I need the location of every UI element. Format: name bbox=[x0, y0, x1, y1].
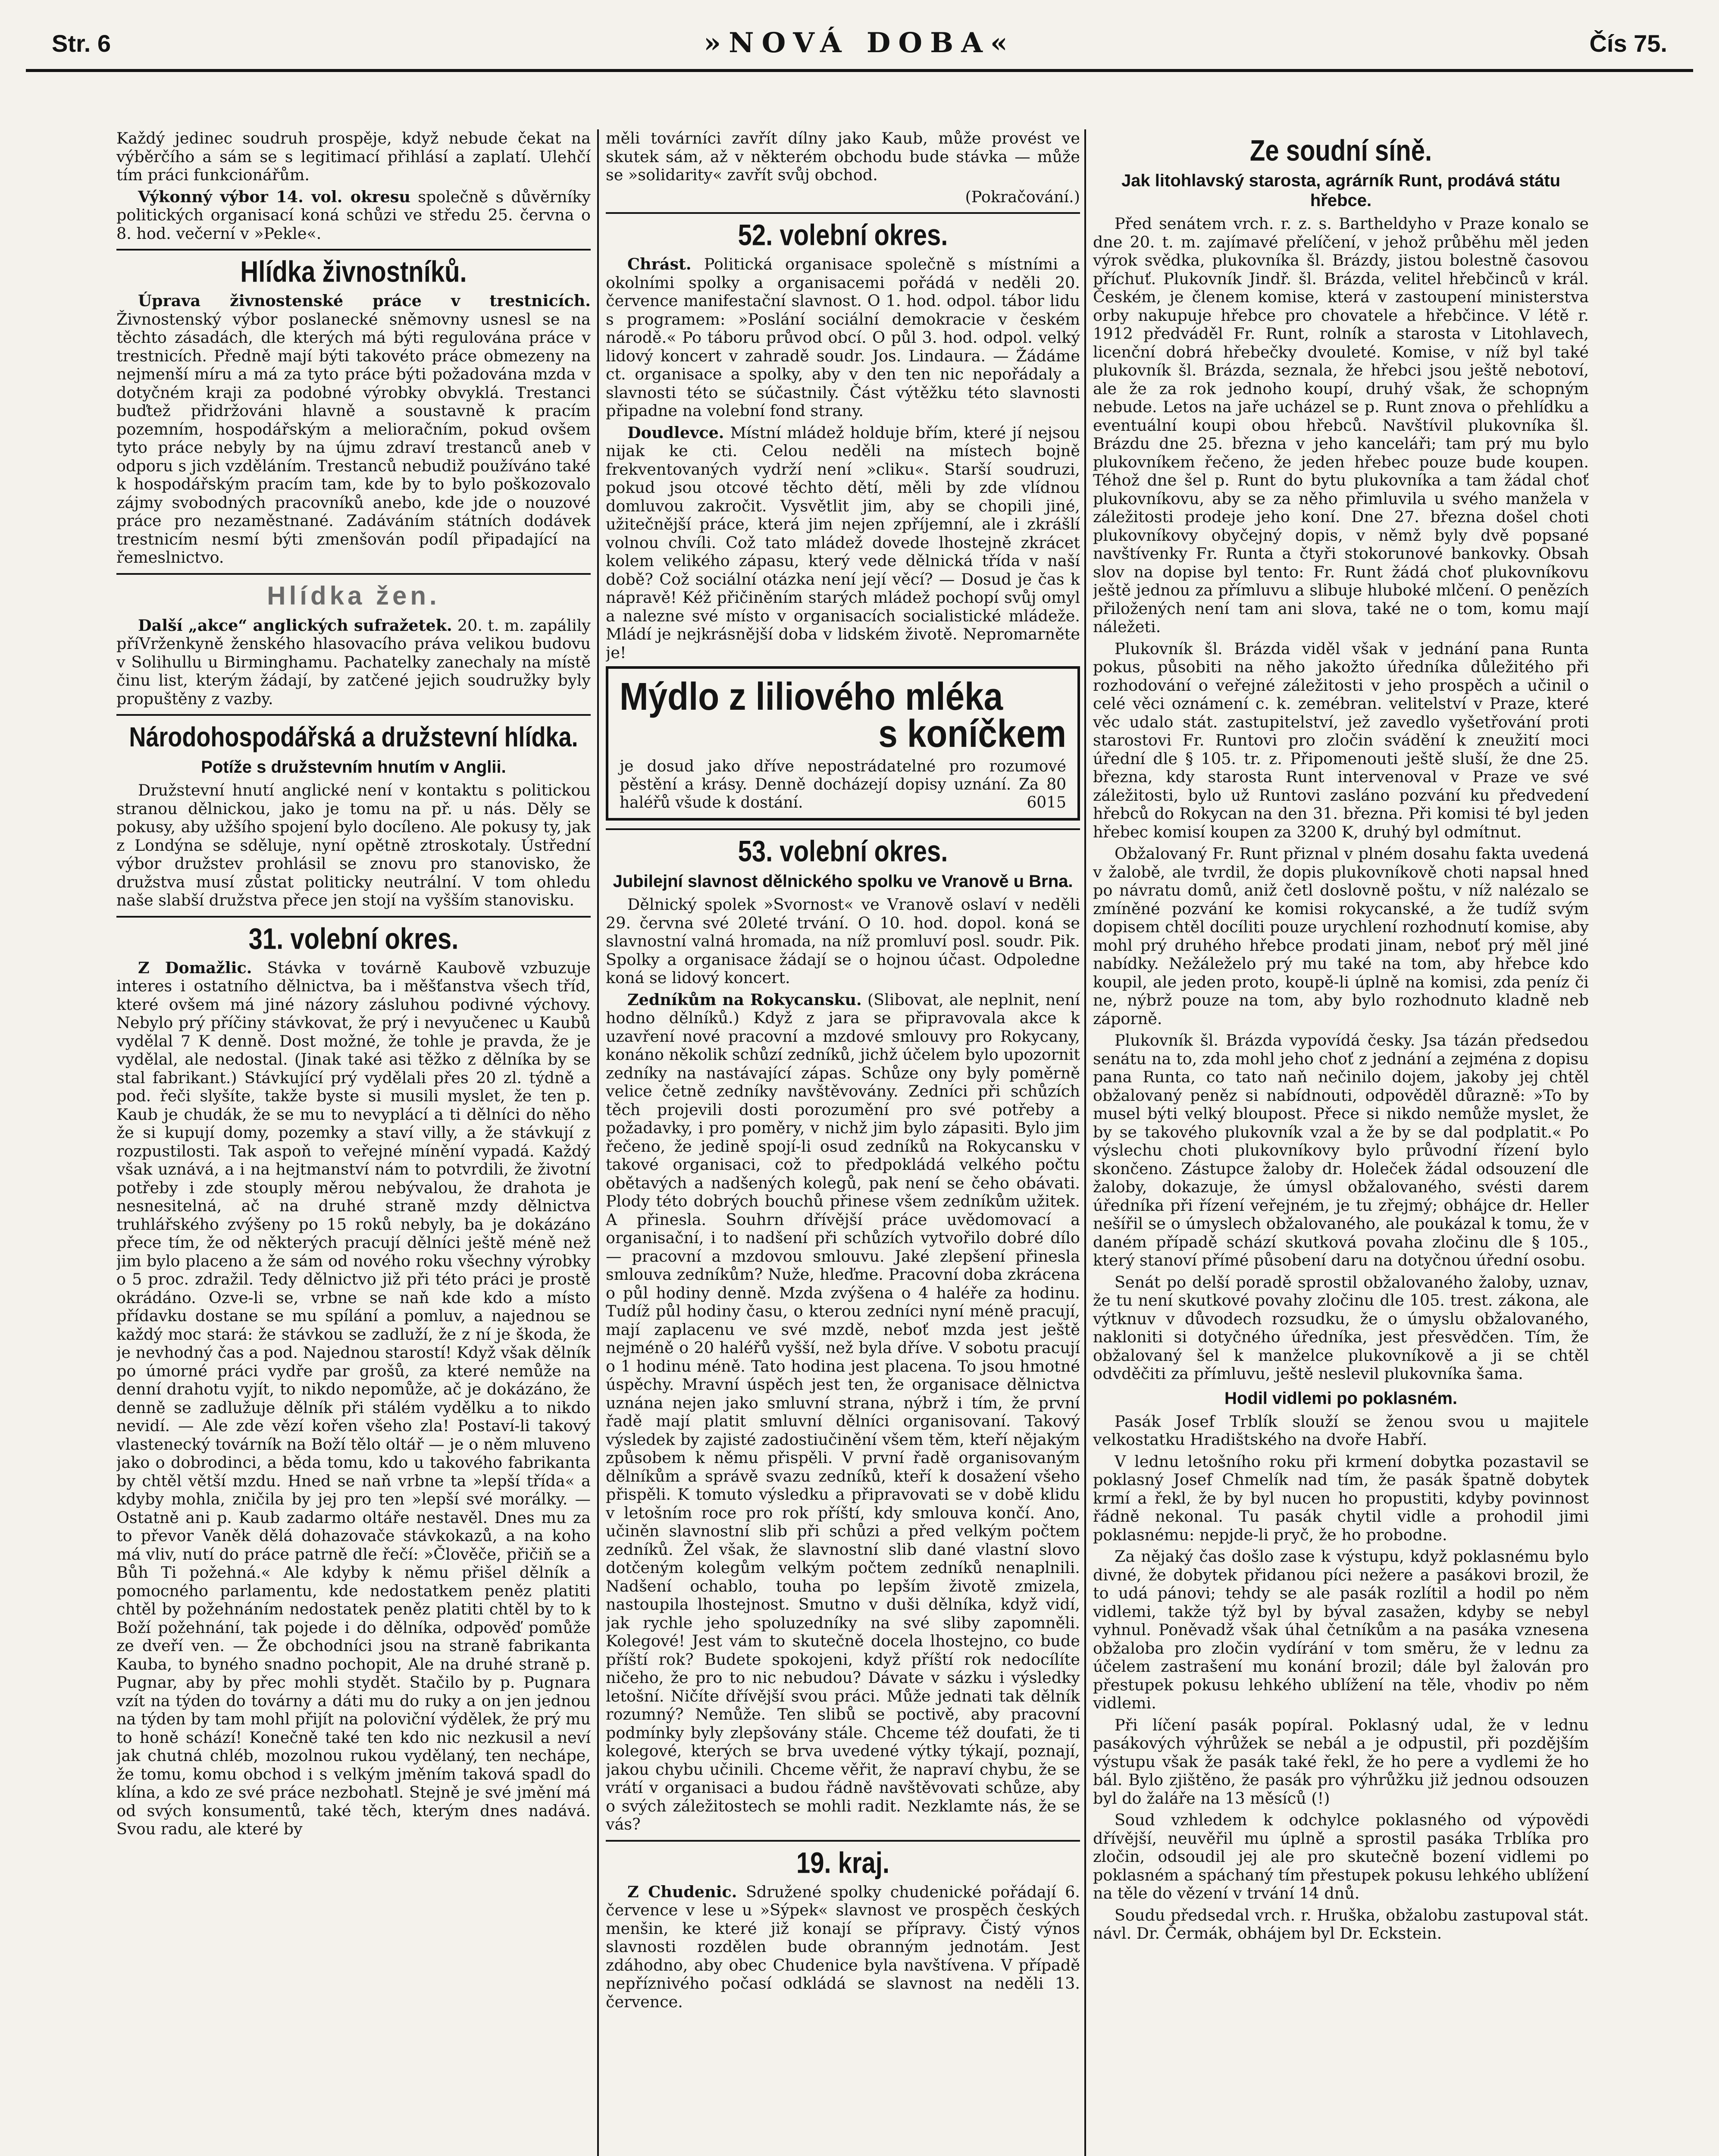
divider bbox=[606, 828, 1080, 830]
ad-number: 6015 bbox=[1027, 794, 1066, 812]
section-heading: 19. kraj. bbox=[796, 1846, 890, 1880]
paragraph: Před senátem vrch. r. z. s. Bartheldyho v Praze konalo se dne 20. t. m. zajímavé přelíčení, v jehož průběhu měl jeden výrok svědka, plukovníka šl. Brázdy, jistou bolestně časovou příchuť. Plukovník Jindř. šl. Brázda, velitel hřebčinců v král. Českém, je členem komise, která v zastoupení ministerstva orby nakupuje hřebce pro chovatele a hřebčince. V létě r. 1912 předváděl Fr. Runt, rolník a starosta v Litohlavech, licenční dobrá hřebečky dvouleté. Komise, v níž byl také plukovník šl. Brázda, seznala, že hřebci jsou ještě nebotoví, ale že za rok jednoho koupí, druhý však, že schopným nebude. Letos na jaře ucházel se p. Runt znova o přehlídku a eventuální koupi obou hřebců. Navštívil plukovníka šl. Brázdu dne 25. března v jeho kanceláři; tam prý mu bylo plukovníkem řečeno, že jeden hřebec pouze bude koupen. Téhož dne šel p. Runt do bytu plukovníka a tam žádal choť plukovníkovu, aby se za něho přimluvila u svého manžela v záležitosti prodeje jeho koní. Dne 27. března došel choti plukovníkovy obyčejný dopis, v němž byly dvě popsané navštívenky Fr. Runta a čtyři stokorunové bankovky. Obsah slov na dopise byl tento: Fr. Runt žádá choť plukovníkovu ještě jednou za přímluvu a slibuje hluboké mlčení. O penězích přiložených není tam ani slova, také ne o tom, komu mají náležeti. bbox=[1093, 214, 1589, 636]
paragraph: Senát po delší poradě sprostil obžalovaného žaloby, uznav, že tu není skutkové povahy zločinu dle 105. trest. zákona, ale výtknuv v důvodech rozsudku, že o úmyslu obžalovaného, nakloniti si dotyčného úředníka, jest přesvědčen. Tím, že obžalovaný šel k manželce plukovníkově a ji se chtěl odvděčiti za přímluvu, ještě neslevil plukovníka šama. bbox=[1093, 1272, 1589, 1383]
paragraph: Při líčení pasák popíral. Poklasný udal, že v lednu pasákových výhrůžek se nebál a je odpustil, při pozdějším výstupu však že pasák také řekl, že ho pere a vydlemi že ho bál. Bylo zjištěno, že pasák pro výhrůžku již jednou odsouzen byl do žaláře na 13 měsíců (!) bbox=[1093, 1715, 1589, 1808]
paragraph: Soudu předsedal vrch. r. Hruška, obžalobu zastupoval stát. návl. Dr. Čermák, obhájem byl Dr. Eckstein. bbox=[1093, 1905, 1589, 1943]
paragraph: Další „akce“ anglických sufražetek. 20. t. m. zapálily příVrženkyně ženského hlasovacího práva velikou budovu v Solihullu u Birminghamu. Pachatelky zanechaly na místě činu list, kterým žádají, by zatčené jejich soudružky byly propuštěny z vazby. bbox=[116, 616, 591, 708]
paragraph: Za nějaký čas došlo zase k výstupu, když poklasnému bylo divné, že dobytek přidanou píci nežere a pasákovi brozil, že to udá pánovi; tehdy se ale pasák rozlítil a hodil po něm vidlemi, takže týž byl by býval zasažen, kdyby se nebyl vyhnul. Poněvadž však úhal četníkům a na pasáka vznesena obžaloba pro zločin vydírání v tom směru, že v lednu za účelem zastrašení mu konání brozil; dále byl žalován pro přestupek pokusu lehkého ublížení na těle, vhodiv po něm vidlemi. bbox=[1093, 1547, 1589, 1712]
paragraph: Obžalovaný Fr. Runt přiznal v plném dosahu fakta uvedená v žalobě, ale tvrdil, že dopis plukovníkově choti napsal hned po návratu domů, aniž četl doslovně poštu, v níž nalézalo se zmíněné pozvání ke komisi rokycanské, a že tudíž svým dopisem chtěl docíliti pouze urychlení rozhodnutí komise, aby mohl prý druhého hřebce prodati jinam, neboť prý měl jiné nabídky. Nežáleželo prý mu také na tom, aby hřebce kdo koupil, ale jeden proto, koupě-li úplně na komisi, zda peníz či ne, nýbrž pouze na tom, aby bylo rozhodnuto kladně neb záporně. bbox=[1093, 844, 1589, 1028]
section-heading: Ze soudní síně. bbox=[1249, 134, 1432, 167]
paragraph: Plukovník šl. Brázda viděl však v jednání pana Runta pokus, působiti na něho jakožto úředníka důležitého při rozhodování o veřejné záležitosti v jeho prospěch a učinil o celé věci oznámení c. k. zemébran. velitelství v Praze, které věc udalo stát. zastupitelství, jež zavedlo vyšetřování proti starostovi Fr. Runtovi pro zločin svádění k zneužití moci úřední dle § 105. tr. z. Připomenouti ještě sluší, že dne 25. března, kdy starosta Runt intervenoval v Praze ve své záležitosti, bylo už Runtovi zasláno pozvání ku předvedení hřebců do Rokycan na den 31. března. Při komisi té byl jeden hřebec komisí koupen za 3200 K, druhý byl odmítnut. bbox=[1093, 639, 1589, 841]
paragraph: Z Chudenic. Sdružené spolky chudenické pořádají 6. července v lese u »Sýpek« slavnost ve prospěch českých menšin, ke které již konají se přípravy. Čistý výnos slavnosti rozdělen bude obranným jednotám. Jest zdáhodno, aby obec Chudenice byla navštívena. V případě nepříznivého počasí odkládá se slavnost na neděli 13. července. bbox=[606, 1882, 1080, 2011]
paragraph: Dělnický spolek »Svornost« ve Vranově oslaví v neděli 29. června své 20leté trvání. O 10. hod. dopol. koná se slavnostní valná hromada, na níž promluví posl. soudr. Pik. Spolky a organisace žádají se o hojnou účast. Odpoledne koná se lidový koncert. bbox=[606, 895, 1080, 987]
subheading: Hodil vidlemi po poklasném. bbox=[1224, 1388, 1458, 1408]
masthead bbox=[26, 17, 1693, 72]
section-heading: Hlídka žen. bbox=[267, 581, 440, 610]
lead: Výkonný výbor 14. vol. okresu bbox=[138, 187, 410, 206]
newspaper-title: »NOVÁ DOBA« bbox=[704, 27, 1015, 59]
divider bbox=[116, 573, 591, 575]
column-2 bbox=[606, 129, 1080, 2156]
paragraph: Doudlevce. Místní mládež holduje břím, které jí nejsou nijak ke cti. Celou neděli na místech bojně frekventovaných vydrží není »cliku«. Starší soudruzi, pokud jsou otcové těchto dětí, měli by zde vlídnou domluvou zakročit. Vysvětlit jim, aby se chopili jiné, užitečnější práce, která jim nejen zpříjemní, ale i zkrášlí volnou chvíli. Což tato mládež dovede lhostejně zkrácet kolem velikého zápasu, který vede dělnická třída v naší době? Což sociální otázka není její věcí? — Dosud je čas k nápravě! Kéž přičiněním starých mládež pochopí svůj omyl a nalezne své místo v organisacích socialistické mládeže. Mládí je nejkrásnější doba v lidském životě. Nepromarněte je! bbox=[606, 423, 1080, 662]
paragraph: Pasák Josef Trblík slouží se ženou svou u majitele velkostatku Hradištského na dvoře Habří. bbox=[1093, 1412, 1589, 1449]
column-divider bbox=[1084, 129, 1086, 2156]
paragraph: V lednu letošního roku při krmení dobytka pozastavil se poklasný Josef Chmelík nad tím, že pasák špatně dobytek krmí a řekl, že by byl nucen ho propustiti, kdyby povinnost řádně nekonal. Tu pasák chytil vidle a prohodil jimi poklasnému: nepjde-li pryč, že ho probodne. bbox=[1093, 1452, 1589, 1544]
divider bbox=[116, 714, 591, 716]
divider bbox=[606, 1840, 1080, 1842]
ad-text: je dosud jako dříve nepostrádatelné pro rozumové pěstění a krásy. Denně docházejí dopisy uznání. Za 80 haléřů všude k dostání. 6015 bbox=[620, 758, 1066, 812]
continuation-note: (Pokračování.) bbox=[965, 187, 1080, 206]
subheading: Jak litohlavský starosta, agrárník Runt, prodává státu hřebce. bbox=[1121, 171, 1561, 210]
paragraph: Chrást. Politická organisace společně s místními a okolními spolky a organisacemi pořádá v neděli 20. července manifestační slavnost. O 1. hod. odpol. tábor lidu s programem: »Poslání sociální demokracie v českém národě.« Po táboru průvod obcí. O půl 3. hod. odpol. velký lidový koncert v zahradě soudr. Jos. Lindaura. — Žádáme ct. organisace a spolky, aby v den ten nic nepořádaly a slavnosti této se súčastnily. Část výtěžku této slavnosti připadne na volební fond strany. bbox=[606, 255, 1080, 420]
divider bbox=[116, 249, 591, 251]
section-heading: 53. volební okres. bbox=[738, 835, 948, 868]
paragraph: Výkonný výbor 14. vol. okresu společně s důvěrníky politických organisací koná schůzi ve středu 25. června o 8. hod. večerní v »Pekle«. bbox=[116, 187, 591, 243]
section-heading: 31. volební okres. bbox=[248, 922, 459, 956]
paragraph: Plukovník šl. Brázda vypovídá česky. Jsa tázán předsedou senátu na to, zda mohl jeho choť z jednání a zejména z dopisu pana Runta, co tato naň nečinilo dojem, jakoby jej chtěl obžalovaný peněz si nabídnouti, odpověděl důrazně: »To by musel býti velký bloupost. Přece si nikdo nemůže myslet, že by se takového plukovník vzal a že by se dal podplatit.« Po výslechu choti plukovníkovy bylo průvodní řízení bylo skončeno. Zástupce žaloby dr. Holeček žádal odsouzení dle žaloby, dokazuje, že úmysl obžalovaného, svésti darem úředníka při řízení veřejném, je tu zřejmý; obhájce dr. Heller nešířil se o úmyslech obžalovaného, ale poukázal k tomu, že v daném případě schází skutková povaha zločinu dle § 105., který stanoví přímé působení daru na dotyčnou úřední osobu. bbox=[1093, 1031, 1589, 1269]
paragraph: měli továrníci zavřít dílny jako Kaub, může provést ve skutek sám, až v některém obchodu bude stávka — může se »solidarity« zavřít svůj obchod. bbox=[606, 129, 1080, 184]
subheading: Jubilejní slavnost dělnického spolku ve Vranově u Brna. bbox=[613, 872, 1073, 891]
section-heading: 52. volební okres. bbox=[738, 219, 948, 252]
lead: Z Chudenic. bbox=[627, 1882, 737, 1901]
paragraph: Družstevní hnutí anglické není v kontaktu s politickou stranou dělnickou, jako je tomu na př. u nás. Děly se pokusy, aby užšího spojení bylo docíleno. Ale pokusy ty, jak z Londýna se sděluje, nyní opětně ztroskotaly. Ústřední výbor družstev prohlásil se znovu pro stanovisko, že družstva musí zůstat politicky neutrální. V tom ohledu naše slabší družstva přece jen stojí na vyšším stanovisku. bbox=[116, 781, 591, 909]
divider bbox=[116, 916, 591, 918]
lead: Zedníkům na Rokycansku. bbox=[627, 990, 862, 1009]
paragraph: Z Domažlic. Stávka v továrně Kaubově vzbuzuje interes i ostatního dělnictva, ba i měšťanstva všech tříd, které ovšem má jiné názory zásluhou podivné výchovy. Nebylo prý příčiny stávkovat, že prý i nevyučenec u Kaubů vydělal 7 K denně. Dost možné, že tohle je pravda, že je vydělal, ale nedostal. (Jinak také asi těžko z dělníka by se stal fabrikant.) Stávkující prý vydělali přes 20 zl. týdně a pod. řeči slyšíte, takže byste si musili myslet, že ten p. Kaub je chudák, že se mu to nevyplácí a ti dělníci do něho že si kupují domy, pozemky a staví villy, a že stávkují z rozpustilosti. Tak aspoň to veřejné mínění vypadá. Každý však uznává, a i na hejtmanství nám to potvrdili, že životní potřeby i zde stouply měrou nebývalou, že drahota je nesnesitelná, ač na druhé straně mzdy dělnictva truhlářského zvýšeny po 15 roků nebyly, ba je dokázáno přece tím, že od některých pracují dělníci ještě méně než jim bylo placeno a že sám od nového roku všechny výrobky o 5 proc. zdražil. Tedy dělnictvo již při této práci je prostě okrádáno. Ozve-li se, vrbne se naň kde kdo a místo přídavku dostane se mu spílání a pomluv, a najednou se každý moc stará: že stávkou se zadluží, že z ní je škoda, že je nevhodný čas a pod. Najednou starostí! Když však dělník po úmorné práci vydře par grošů, za které nemůže na denní drahotu vyjít, to nikdo nepomůže, ač je dokázáno, že denně se zadlužuje dělník při stálém vydělku a to nikdo nevidí. — Ale zde vězí kořen všeho zla! Postaví-li takový vlastenecký továrník na Boží tělo oltář — je o něm mluveno jako o dobrodinci, a běda tomu, kdo u takového fabrikanta by chtěl větší mzdu. Hned se naň vrbne ta »lepší třída« a kdyby mohla, zničila by jej pro ten »lepší své morálky. — Ostatně ani p. Kaub zadarmo oltáře nestavěl. Dnes mu za to převor Vaněk dělá dohazovače stávkokazů, a na koho má vliv, nutí do práce patrně dle řečí: »Člověče, přičiň se a Bůh Ti požehná.« Ale kdyby k němu přišel dělník a pomocného parlamentu, kde nedostatkem peněz platiti chtěl by požehnáním nedostatek peněz platiti chtěl by to k Boží požehnání, tak pojede i do dělníka, odpověď pomůže ze dveří ven. — Že obchodníci jsou na straně fabrikanta Kauba, to byného snadno pochopit, Ale na druhé straně p. Pugnar, aby by přec mohli stydět. Stačilo by p. Pugnara vzít na týden do továrny a dáti mu do ruky a on jen jednou na týden by tam mohl přijít na poloviční výdělek, že prý mu to honě schází! Konečně také ten kdo nic nezkusil a neví jak chutná chléb, mozolnou rukou vydělaný, ten nechápe, že tomu, komu obchod i s velkým jměním taková spadl do klína, a kdo ze své práce nezbohatl. Stejně je své jmění má od svých konsumentů, také těch, kterým dnes nadává. Svou radu, ale které by bbox=[116, 958, 591, 1838]
ad-title: s koníčkem bbox=[878, 712, 1066, 755]
lead: Chrást. bbox=[627, 255, 692, 273]
column-divider bbox=[597, 129, 599, 2156]
divider bbox=[606, 212, 1080, 214]
subheading: Potíže s družstevním hnutím v Anglii. bbox=[201, 758, 506, 777]
paragraph: Každý jedinec soudruh prospěje, když nebude čekat na výběrčího a sám se s legitimací přihlásí a zaplatí. Ulehčí tím práci funkcionářům. bbox=[116, 129, 591, 184]
column-1 bbox=[116, 129, 591, 2156]
lead: Další „akce“ anglických sufražetek. bbox=[138, 616, 452, 635]
column-3 bbox=[1093, 129, 1589, 2156]
section-heading: Hlídka živnostníků. bbox=[240, 255, 467, 288]
lead: Z Domažlic. bbox=[138, 958, 252, 977]
paragraph: Úprava živnostenské práce v trestnicích. Živnostenský výbor poslanecké sněmovny usnesl se na těchto zásadách, dle kterých má býti regulována práce v trestnicích. Předně mají býti takovéto práce obmezeny na nejmenší míru a má za tyto práce býti požadována mzda v dotyčném kraji za podobné výrobky obvyklá. Trestanci buďtež přidržováni hlavně a soustavně k pracím pozemním, hospodářským a melioračním, pokud ovšem tyto práce nebyly by na újmu zdraví trestanců aneb v odporu s jich vzděláním. Trestanců nebudiž používáno také k hospodářským pracím tam, kde by to bylo poškozovalo zájmy svobodných pracovníků anebo, kde jde o nouzové práce pro nezaměstnané. Zadáváním státních dodávek trestnicím nesmí býti zmenšován podíl připadající na řemeslnictvo. bbox=[116, 291, 591, 567]
paragraph: Zedníkům na Rokycansku. (Slibovat, ale neplnit, není hodno dělníků.) Když z jara se připravovala akce k uzavření nové pracovní a mzdové smlouvy pro Rokycany, konáno několik schůzí zedníků, jichž účelem bylo upozornit zedníky na nastávající zápas. Schůze ony byly poměrně velice četně zedníky navštěvovány. Zedníci při schůzích těch projevili dosti porozumění pro své potřeby a požadavky, i pro poměry, v nichž jim bylo zápasiti. Bylo jim řečeno, že jedině spojí-li osud zedníků na Rokycansku v takové organisaci, což to předpokládá velkého počtu obětavých a nadšených kolegů, pak není se čeho obávati. Plody této dobrých bouchů přinese všem zedníkům užitek. A přinesla. Souhrn dřívější práce uvědomovací a organisační, i to nadšení při schůzích vytvořilo dobré dílo — pracovní a mzdovou smlouvu. Jaké zlepšení přinesla smlouva zedníkům? Nuže, hleďme. Pracovní doba zkrácena o půl hodiny denně. Mzda zvýšena o 4 haléře za hodinu. Tudíž půl hodiny času, o kterou zedníci nyní méně pracují, mají zaplacenu ve své mzdě, neboť mzda jest ještě nejméně o 20 haléřů vyšší, než byla dříve. V sobotu pracují o 1 hodinu méně. Tato hodina jest placena. To jsou hmotné úspěchy. Mravní úspěch jest ten, že organisace dělnictva uznána nejen jako smluvní strana, nýbrž i tím, že první řadě mají platit smluvní dělníci organisovaní. Takový výsledek by zajisté zadostiučinění všem těm, kteří nějakým způsobem k němu přispěli. V první řadě organisovaným dělníkům a správě svazu zedníků, kteří k dosažení všeho přispěli. K tomuto výsledku a připravovati se v době klidu v letošním roce pro rok příští, kdy smlouva končí. Ano, učiněn slavnostní slib při schůzi a před velkým počtem zedníků. Žel však, že slavnostní slib dané vlastní slovo dotčeným kolegům velkým počtem zedníků nenaplnili. Nadšení ochablo, touha po lepším životě zmizela, nastoupila lhostejnost. Smutno v duši dělníka, když vidí, jak rychle jeho spoluzedníky na své sliby zapomněli. Kolegové! Jest vám to skutečně docela lhostejno, co bude příští rok? Budete spokojeni, když příští rok nedocílíte ničeho, že pro to nic nebudou? Dávate v sázku i výsledky letošní. Ničíte dřívější svou práci. Může jednati tak dělník rozumný? Nemůže. Ten slibů se poctivě, aby pracovní podmínky byly zlepšovány stále. Chceme též doufati, že ti kolegové, kterých se brva uvedené výtky týkají, poznají, jakou chybu učinili. Chceme věřit, že napraví chybu, že se vrátí v organisaci a budou řádně navštěvovati schůze, aby o svých záležitostech se mohli radit. Nezklamte nás, že se vás? bbox=[606, 990, 1080, 1833]
ad-title: Mýdlo z liliového mléka bbox=[620, 675, 1003, 718]
lead: Úprava živnostenské práce v trestnicích. bbox=[138, 291, 591, 310]
issue-number: Čís 75. bbox=[1589, 30, 1667, 57]
advertisement bbox=[606, 666, 1080, 821]
paragraph: Soud vzhledem k odchylce poklasného od výpovědi dřívější, neuvěřil mu úplně a sprostil pasáka Trblíka pro zločin, odsoudil jej ale pro skutečně bození vidlemi po poklasném a spáchaný tím přestupek pokusu lehkého ublížení na těle do vězení v trvání 14 dnů. bbox=[1093, 1811, 1589, 1902]
lead: Doudlevce. bbox=[627, 423, 724, 442]
section-heading: Národohospodářská a družstevní hlídka. bbox=[129, 722, 578, 753]
page-number: Str. 6 bbox=[52, 30, 111, 57]
